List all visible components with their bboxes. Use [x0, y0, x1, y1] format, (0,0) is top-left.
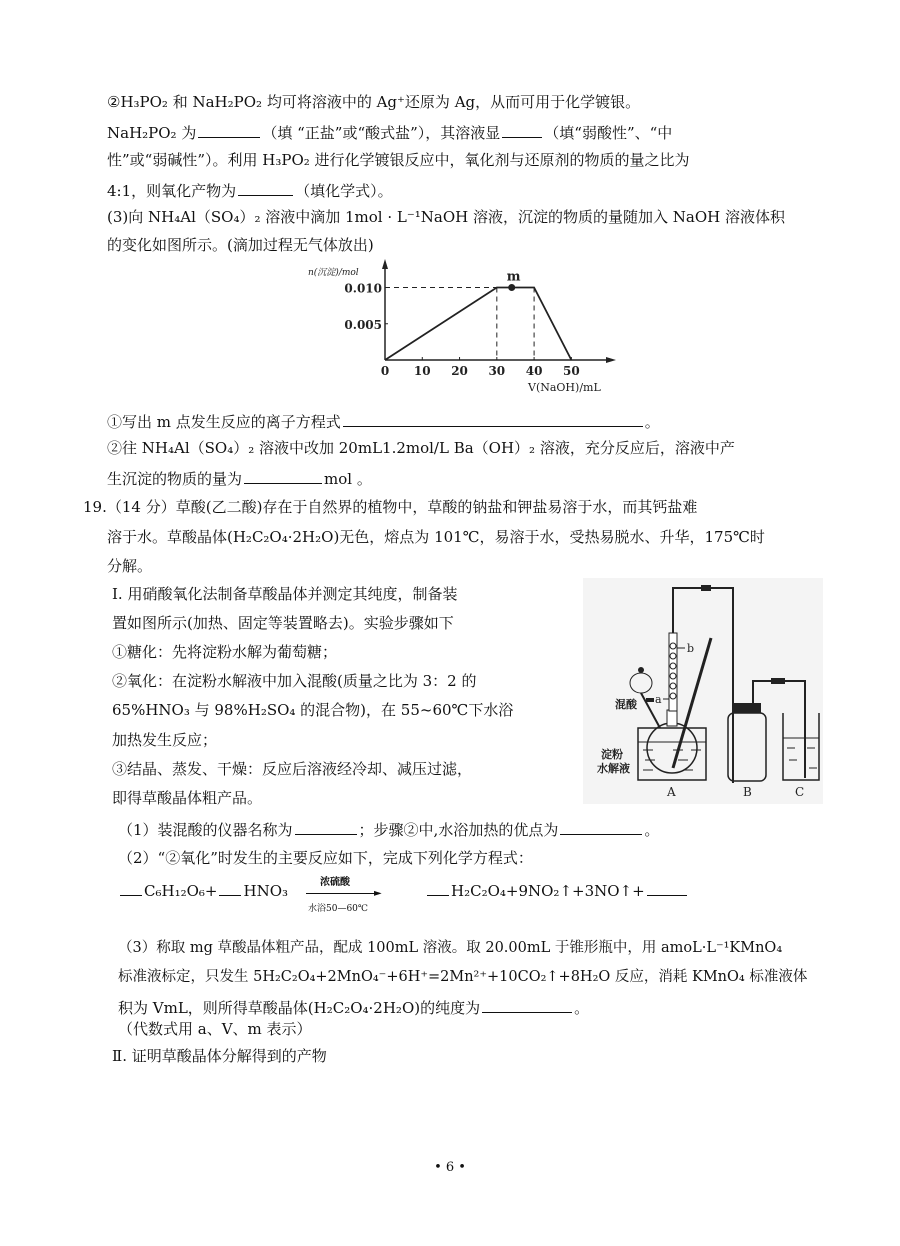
equation-left	[118, 879, 288, 901]
arrow-head: ►	[374, 888, 382, 899]
text: （1）装混酸的仪器名称为	[118, 821, 293, 839]
x-axis-label: V(NaOH)/mL	[528, 381, 601, 394]
series-line	[385, 288, 571, 361]
q19-step-3b: 即得草酸晶体粗产品。	[112, 789, 263, 807]
label-mixed-acid: 混酸	[615, 698, 637, 711]
text: 积为 VmL，则所得草酸晶体(H₂C₂O₄·2H₂O)的纯度为	[118, 999, 481, 1017]
y-axis-arrow	[382, 259, 388, 269]
y-tick-label: 0.010	[344, 281, 382, 296]
q19-part2: Ⅱ. 证明草酸晶体分解得到的产物	[112, 1047, 327, 1065]
y-tick-label: 0.005	[344, 317, 382, 332]
answer-blank[interactable]	[482, 996, 572, 1013]
label-B: B	[743, 785, 752, 799]
answer-blank[interactable]	[560, 818, 642, 835]
q19-step-2c: 加热发生反应；	[112, 731, 218, 749]
equation-right	[425, 879, 689, 901]
text: ；步骤②中,水浴加热的优点为	[358, 821, 559, 839]
text: C₆H₁₂O₆+	[144, 882, 218, 900]
answer-blank[interactable]	[343, 410, 643, 427]
q19-q1	[118, 818, 659, 840]
q19-q3-line-4: （代数式用 a、V、m 表示）	[118, 1020, 312, 1038]
q19-part1-line-2: 置如图所示(加热、固定等装置略去)。实验步骤如下	[112, 614, 454, 632]
label-starch-2: 水解液	[597, 762, 630, 775]
coefficient-blank[interactable]	[219, 879, 241, 896]
x-tick-label: 40	[525, 364, 543, 378]
q18-part3-line-1: (3)向 NH₄Al（SO₄）₂ 溶液中滴加 1mol · L⁻¹NaOH 溶液，沉淀的物质的量随加入 NaOH 溶液体积	[107, 208, 785, 226]
page-number: • 6 •	[434, 1160, 466, 1175]
label-starch-1: 淀粉	[601, 748, 623, 761]
x-tick-label: 30	[488, 364, 506, 378]
label-A: A	[667, 785, 676, 799]
x-tick-label: 0	[380, 364, 390, 378]
x-tick-label: 50	[563, 364, 580, 378]
point-m	[508, 284, 515, 291]
x-tick-label: 10	[413, 364, 431, 378]
q18-sub-1	[107, 410, 660, 432]
q19-step-2b: 65%HNO₃ 与 98%H₂SO₄ 的混合物)，在 55~60℃下水浴	[112, 701, 514, 719]
label-a: a	[655, 693, 662, 706]
answer-blank[interactable]	[502, 121, 542, 138]
text: 。	[644, 413, 660, 431]
text: （填化学式）。	[295, 182, 393, 200]
text: NaH₂PO₂ 为	[107, 124, 197, 142]
q19-q2: （2）“②氧化”时发生的主要反应如下，完成下列化学方程式：	[118, 849, 533, 867]
text: 4:1，则氧化产物为	[107, 182, 237, 200]
text: （填“弱酸性”、“中	[544, 124, 673, 142]
text: 。	[644, 821, 660, 839]
product-blank[interactable]	[647, 879, 687, 896]
q19-q3-line-2: 标准液标定，只发生 5H₂C₂O₄+2MnO₄⁻+6H⁺=2Mn²⁺+10CO₂↑+8H₂O 反应，消耗 KMnO₄ 标准液体	[118, 969, 808, 985]
q19-step-1: ①糖化：先将淀粉水解为葡萄糖；	[112, 643, 338, 661]
text: 。	[574, 999, 590, 1017]
label-C: C	[795, 785, 805, 799]
q18-line-3: 性”或“弱碱性”）。利用 H₃PO₂ 进行化学镀银反应中，氧化剂与还原剂的物质的量之比为	[107, 151, 690, 169]
q18-part3-line-2: 的变化如图所示。(滴加过程无气体放出)	[107, 236, 374, 254]
point-m-label: m	[506, 269, 521, 285]
q18-line-4	[107, 179, 393, 201]
q19-part1-line-1: Ⅰ. 用硝酸氧化法制备草酸晶体并测定其纯度，制备装	[112, 585, 458, 603]
coefficient-blank[interactable]	[120, 879, 142, 896]
answer-blank[interactable]	[238, 179, 293, 196]
x-axis-arrow	[606, 357, 616, 363]
arrow-line	[306, 893, 378, 894]
answer-blank[interactable]	[244, 467, 322, 484]
q19-line-3: 分解。	[107, 557, 153, 575]
q19-q3-line-3	[118, 996, 589, 1018]
arrow-condition-top: 浓硫酸	[320, 877, 350, 888]
q18-sub-2: ②往 NH₄Al（SO₄）₂ 溶液中改加 20mL1.2mol/L Ba（OH）₂ 溶液，充分反应后，溶液中产	[107, 439, 735, 457]
precipitate-chart	[300, 255, 630, 395]
text: HNO₃	[243, 882, 289, 900]
q19-line-1: 19.（14 分）草酸(乙二酸)存在于自然界的植物中，草酸的钠盐和钾盐易溶于水，而其钙盐难	[83, 498, 698, 516]
q18-line-2	[107, 121, 672, 143]
x-tick-label: 20	[451, 364, 468, 378]
q19-step-2a: ②氧化：在淀粉水解液中加入混酸(质量之比为 3：2 的	[112, 672, 477, 690]
label-b: b	[687, 642, 695, 655]
coefficient-blank[interactable]	[427, 879, 449, 896]
y-axis-label: n(沉淀)/mol	[308, 268, 359, 278]
q18-sub-3	[107, 467, 372, 489]
q19-q3-line-1: （3）称取 mg 草酸晶体粗产品，配成 100mL 溶液。取 20.00mL 于锥形瓶中，用 amoL·L⁻¹KMnO₄	[118, 940, 783, 956]
answer-blank[interactable]	[198, 121, 260, 138]
reaction-arrow	[300, 873, 420, 913]
text: ①写出 m 点发生反应的离子方程式	[107, 413, 341, 431]
answer-blank[interactable]	[295, 818, 357, 835]
apparatus-diagram	[583, 578, 823, 804]
text: （填 “正盐”或“酸式盐”），其溶液显	[262, 124, 501, 142]
text: 生沉淀的物质的量为	[107, 470, 243, 488]
q19-step-3a: ③结晶、蒸发、干燥：反应后溶液经冷却、减压过滤，	[112, 760, 473, 778]
q18-line-1: ②H₃PO₂ 和 NaH₂PO₂ 均可将溶液中的 Ag⁺还原为 Ag，从而可用于化学镀银。	[107, 93, 641, 111]
q19-line-2: 溶于水。草酸晶体(H₂C₂O₄·2H₂O)无色，熔点为 101℃，易溶于水，受热易脱水、升华，175℃时	[107, 528, 765, 546]
text: H₂C₂O₄+9NO₂↑+3NO↑+	[451, 882, 645, 900]
text: mol 。	[324, 470, 372, 488]
arrow-condition-bottom: 水浴50—60℃	[308, 904, 368, 914]
